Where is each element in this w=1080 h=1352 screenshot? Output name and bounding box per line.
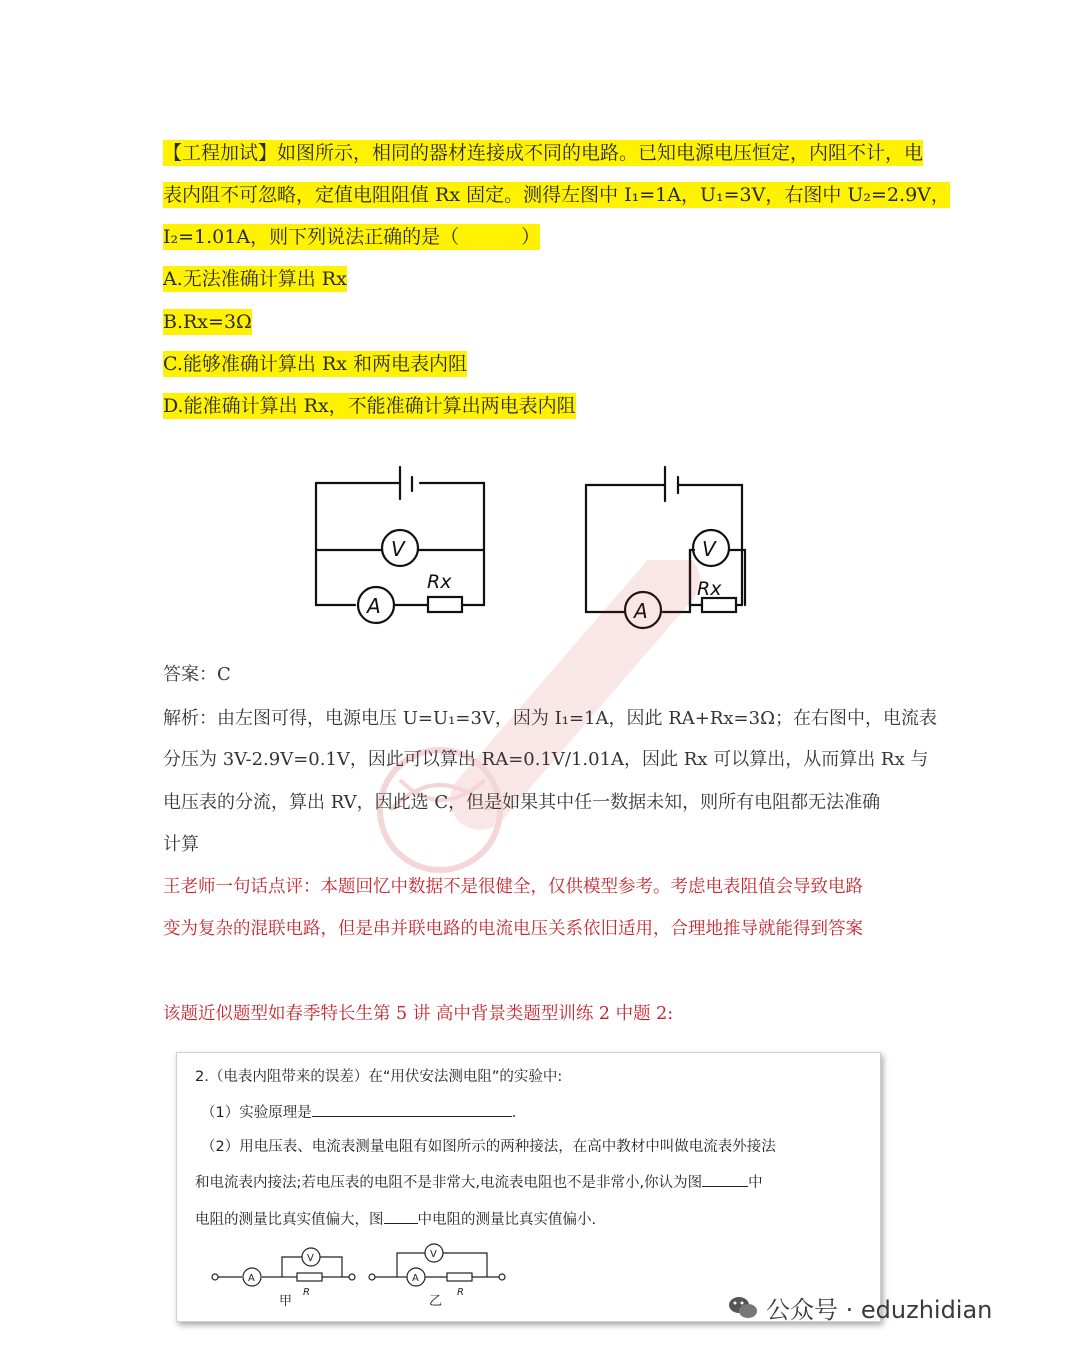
excerpt-line-1: 2.（电表内阻带来的误差）在“用伏安法测电阻”的实验中: (195, 1069, 563, 1085)
option-c: C.能够准确计算出 Rx 和两电表内阻 (163, 353, 468, 375)
excerpt-card (176, 1052, 881, 1322)
excerpt-circuits (207, 1239, 527, 1309)
footer-text: 公众号 · eduzhidian (766, 1296, 993, 1324)
excerpt-line-5: 电阻的测量比真实值偏大，图 中电阻的测量比真实值偏小. (195, 1208, 596, 1229)
voltmeter-label-right: V (702, 537, 716, 561)
ammeter-label-right: A (634, 599, 648, 623)
analysis-line-2: 分压为 3V-2.9V=0.1V，因此可以算出 RA=0.1V/1.01A，因此 Rx 可以算出，从而算出 Rx 与 (163, 749, 929, 770)
right-circuit (586, 467, 745, 628)
svg-text:乙: 乙 (429, 1294, 443, 1309)
wechat-footer (728, 1290, 992, 1327)
comment-line-1: 王老师一句话点评：本题回忆中数据不是很健全，仅供模型参考。考虑电表阻值会导致电路 (163, 877, 863, 897)
similar-question-note: 该题近似题型如春季特长生第 5 讲 高中背景类题型训练 2 中题 2: (163, 1004, 674, 1024)
rx-label-right: Rx (697, 578, 722, 600)
svg-text:R: R (457, 1287, 464, 1298)
comment-line-2: 变为复杂的混联电路，但是串并联电路的电流电压关系依旧适用，合理地推导就能得到答案 (163, 919, 863, 939)
answer-text: 答案：C (163, 664, 231, 685)
question-line-1: 【工程加试】如图所示，相同的器材连接成不同的电路。已知电源电压恒定，内阻不计，电 (163, 142, 924, 164)
svg-text:R: R (303, 1287, 310, 1298)
voltmeter-label: V (391, 537, 405, 561)
wechat-icon (728, 1295, 758, 1327)
excerpt-line-3: （2）用电压表、电流表测量电阻有如图所示的两种接法，在高中教材中叫做电流表外接法 (201, 1139, 776, 1155)
svg-text:V: V (430, 1249, 437, 1260)
analysis-line-1: 解析：由左图可得，电源电压 U=U₁=3V，因为 I₁=1A，因此 RA+Rx=3Ω；在右图中，电流表 (163, 708, 937, 729)
svg-text:A: A (412, 1273, 419, 1284)
svg-text:甲: 甲 (279, 1294, 293, 1309)
svg-text:V: V (307, 1253, 314, 1264)
ammeter-label: A (367, 594, 381, 618)
excerpt-line-2: （1）实验原理是 . (201, 1101, 516, 1122)
question-line-3: I₂=1.01A，则下列说法正确的是（ ） (163, 226, 541, 248)
svg-text:A: A (248, 1273, 255, 1284)
circuit-diagrams (290, 455, 770, 650)
option-b: B.Rx=3Ω (163, 311, 252, 333)
excerpt-line-4: 和电流表内接法;若电压表的电阻不是非常大,电流表电阻也不是非常小,你认为图 中 (195, 1171, 763, 1192)
option-a: A.无法准确计算出 Rx (163, 268, 347, 290)
analysis-line-4: 计算 (163, 834, 199, 855)
rx-label: Rx (427, 571, 452, 593)
option-d: D.能准确计算出 Rx，不能准确计算出两电表内阻 (163, 395, 576, 417)
question-line-2: 表内阻不可忽略，定值电阻阻值 Rx 固定。测得左图中 I₁=1A，U₁=3V，右图中 U₂=2.9V， (163, 184, 950, 206)
analysis-line-3: 电压表的分流，算出 RV，因此选 C，但是如果其中任一数据未知，则所有电阻都无法准确 (163, 792, 881, 813)
